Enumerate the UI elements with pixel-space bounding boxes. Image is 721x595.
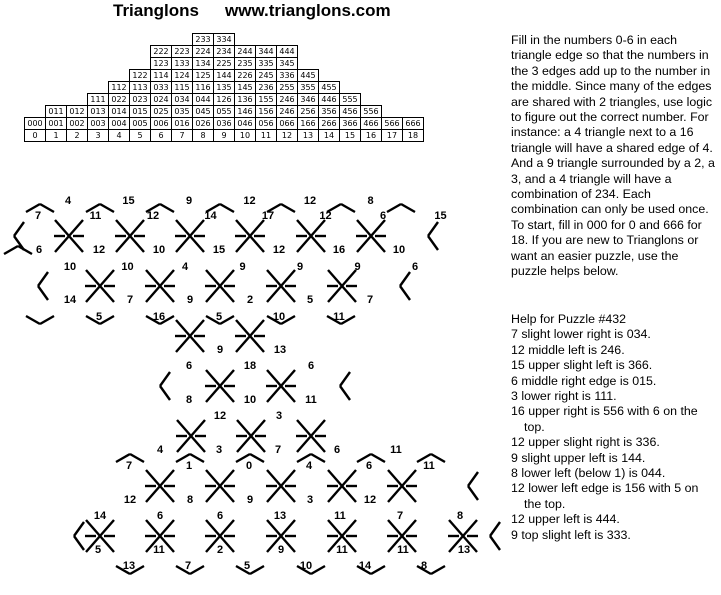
combo-cell: 035: [172, 106, 193, 118]
triangle-number: 6: [35, 244, 43, 256]
triangle-number: 9: [186, 294, 194, 306]
triangle-number: 7: [396, 510, 404, 522]
sum-cell: 13: [298, 130, 319, 142]
combo-cell: 116: [193, 82, 214, 94]
combo-cell: 023: [130, 94, 151, 106]
help-item: 16 upper right is 556 with 6 on the top.: [511, 404, 698, 434]
combo-cell: 334: [214, 34, 235, 46]
combo-cell: 366: [340, 118, 361, 130]
triangle-number: 5: [306, 294, 314, 306]
combo-cell: 034: [172, 94, 193, 106]
combo-cell: 225: [214, 58, 235, 70]
combo-cell: 224: [193, 46, 214, 58]
triangle-edge: [26, 316, 40, 324]
combo-cell: 455: [319, 82, 340, 94]
triangle-number: 4: [156, 444, 164, 456]
combo-cell: 245: [256, 70, 277, 82]
triangle-number: 8: [420, 560, 428, 572]
triangle-number: 18: [243, 360, 257, 372]
triangle-edge: [250, 454, 264, 462]
triangle-number: 14: [93, 510, 107, 522]
combo-cell: 111: [88, 94, 109, 106]
triangle-number: 4: [305, 460, 313, 472]
sum-cell: 10: [235, 130, 256, 142]
triangle-number: 8: [185, 394, 193, 406]
triangle-number: 10: [392, 244, 406, 256]
triangle-number: 13: [122, 560, 136, 572]
combo-cell: 002: [67, 118, 88, 130]
triangle-number: 13: [273, 344, 287, 356]
combo-cell: 025: [151, 106, 172, 118]
triangle-number: 12: [92, 244, 106, 256]
combo-cell: 246: [277, 106, 298, 118]
triangle-edge: [100, 204, 114, 212]
triangle-number: 8: [186, 494, 194, 506]
triangle-number: 15: [212, 244, 226, 256]
combo-cell: 033: [151, 82, 172, 94]
sum-cell: 7: [172, 130, 193, 142]
sum-cell: 16: [361, 130, 382, 142]
combo-cell: 135: [214, 82, 235, 94]
combo-cell: 124: [172, 70, 193, 82]
triangle-number: 4: [64, 195, 72, 207]
help-item: 12 lower left edge is 156 with 5 on the top.: [511, 481, 699, 511]
combo-cell: 266: [319, 118, 340, 130]
triangle-edge: [190, 566, 204, 574]
triangle-number: 17: [261, 210, 275, 222]
combo-cell: 344: [256, 46, 277, 58]
triangle-number: 12: [363, 494, 377, 506]
combo-cell: 155: [256, 94, 277, 106]
combo-cell: 555: [340, 94, 361, 106]
triangle-number: 15: [122, 195, 135, 207]
sum-cell: 2: [67, 130, 88, 142]
combo-cell: 466: [361, 118, 382, 130]
combo-cell: 026: [193, 118, 214, 130]
sum-cell: 5: [130, 130, 151, 142]
combo-cell: 145: [235, 82, 256, 94]
triangle-number: 12: [123, 494, 137, 506]
triangle-edge: [160, 204, 174, 212]
triangle-number: 9: [277, 544, 285, 556]
triangle-number: 0: [245, 460, 253, 472]
instructions-text: Fill in the numbers 0-6 in each triangle edge so that the numbers in the 3 edges add up to the number in the middle. Since many of the edges are shared with 2 triangles, use logic to figure out the correct number. For instance: a 4 triangle next to a 16 triangle will have a shared edge of 4. And a 9 triangle surrounded by a 2, a 3, and a 4 triangle will have a combination of 234. Each combination can only be used once. To start, fill in 000 for 0 and 666 for 18. If you are new to Trianglons or want an easier puzzle, use the puzzle helps below.: [511, 33, 715, 279]
triangle-number: 12: [213, 410, 227, 422]
help-item: 3 lower right is 111.: [511, 389, 617, 404]
site-title: Trianglons: [113, 1, 199, 20]
sum-cell: 4: [109, 130, 130, 142]
combo-cell: 255: [277, 82, 298, 94]
help-heading: Help for Puzzle #432: [511, 312, 627, 326]
triangle-number: 7: [274, 444, 282, 456]
triangle-edge: [190, 454, 204, 462]
sum-cell: 12: [277, 130, 298, 142]
sum-cell: 18: [403, 130, 424, 142]
triangle-number: 10: [152, 244, 166, 256]
triangle-number: 11: [333, 311, 345, 323]
combo-cell: 133: [172, 58, 193, 70]
triangle-number: 7: [34, 210, 42, 222]
triangle-edge: [74, 522, 84, 536]
triangle-edge: [100, 316, 114, 324]
combo-cell: 444: [277, 46, 298, 58]
triangle-number: 4: [181, 261, 189, 273]
combo-cell: 014: [109, 106, 130, 118]
triangle-number: 11: [397, 544, 409, 556]
combo-cell: 235: [235, 58, 256, 70]
combo-cell: 222: [151, 46, 172, 58]
triangle-number: 16: [152, 311, 166, 323]
triangle-edge: [371, 566, 385, 574]
triangle-number: 9: [216, 344, 224, 356]
triangle-edge: [468, 472, 478, 486]
triangle-edge: [311, 566, 325, 574]
combo-cell: 335: [256, 58, 277, 70]
combo-cell: 066: [277, 118, 298, 130]
combo-cell: 000: [25, 118, 46, 130]
triangle-number: 10: [299, 560, 313, 572]
triangle-edge: [281, 204, 295, 212]
triangle-edge: [40, 316, 54, 324]
sum-cell: 15: [340, 130, 361, 142]
triangle-number: 7: [125, 460, 133, 472]
combo-cell: 346: [298, 94, 319, 106]
combo-cell: 236: [256, 82, 277, 94]
help-item: 15 upper slight left is 366.: [511, 358, 653, 373]
help-item: 6 middle right edge is 015.: [511, 373, 657, 388]
triangle-edge: [220, 316, 234, 324]
combo-cell: 345: [277, 58, 298, 70]
triangle-edge: [160, 386, 170, 400]
triangle-number: 3: [275, 410, 283, 422]
combo-cell: 046: [235, 118, 256, 130]
triangle-number: 13: [273, 510, 287, 522]
triangle-edge: [490, 522, 500, 536]
triangle-number: 11: [89, 210, 102, 222]
triangle-number: 11: [423, 460, 435, 472]
help-item: 9 top slight left is 333.: [511, 527, 631, 542]
triangle-number: 12: [243, 195, 256, 207]
sum-cell: 0: [25, 130, 46, 142]
triangle-number: 9: [239, 261, 246, 273]
combo-cell: 055: [214, 106, 235, 118]
triangle-number: 11: [334, 510, 346, 522]
combo-cell: 244: [235, 46, 256, 58]
triangle-number: 5: [95, 311, 103, 323]
triangle-number: 12: [319, 210, 332, 222]
triangle-number: 12: [146, 210, 160, 222]
triangle-number: 15: [434, 210, 447, 222]
triangle-edge: [130, 454, 144, 462]
combo-cell: 256: [298, 106, 319, 118]
combo-cell: 024: [151, 94, 172, 106]
triangle-edge: [401, 204, 415, 212]
triangle-number: 3: [306, 494, 314, 506]
triangle-edge: [371, 454, 385, 462]
triangle-number: 3: [215, 444, 223, 456]
triangle-number: 8: [456, 510, 464, 522]
combo-cell: 144: [214, 70, 235, 82]
combo-cell: 125: [193, 70, 214, 82]
sum-cell: 6: [151, 130, 172, 142]
combo-cell: 013: [88, 106, 109, 118]
triangle-edge: [4, 246, 18, 254]
triangle-edge: [38, 272, 48, 286]
sum-cell: 11: [256, 130, 277, 142]
triangle-number: 6: [216, 510, 224, 522]
triangle-edge: [250, 566, 264, 574]
triangle-number: 2: [246, 294, 254, 306]
triangle-number: 5: [243, 560, 251, 572]
combo-cell: 022: [109, 94, 130, 106]
help-item: 7 slight lower right is 034.: [511, 327, 651, 342]
triangle-number: 7: [126, 294, 134, 306]
triangle-edge: [387, 204, 401, 212]
triangle-number: 14: [358, 560, 372, 572]
combo-cell: 456: [340, 106, 361, 118]
combo-cell: 156: [256, 106, 277, 118]
triangle-edge: [74, 536, 84, 550]
combo-cell: 015: [130, 106, 151, 118]
triangle-number: 6: [365, 460, 373, 472]
combo-cell: 122: [130, 70, 151, 82]
combo-cell: 114: [151, 70, 172, 82]
triangle-number: 6: [333, 444, 341, 456]
combo-cell: 166: [298, 118, 319, 130]
combo-cell: 112: [109, 82, 130, 94]
help-item: 9 slight upper left is 144.: [511, 450, 646, 465]
combo-cell: 123: [151, 58, 172, 70]
combo-cell: 001: [46, 118, 67, 130]
triangle-edge: [468, 486, 478, 500]
triangle-number: 5: [94, 544, 102, 556]
triangle-number: 13: [457, 544, 471, 556]
combo-cell: 036: [214, 118, 235, 130]
site-url[interactable]: www.trianglons.com: [225, 1, 391, 20]
triangle-number: 10: [63, 261, 77, 273]
combo-cell: 113: [130, 82, 151, 94]
combo-cell: 336: [277, 70, 298, 82]
combo-cell: 136: [235, 94, 256, 106]
triangle-edge: [18, 246, 32, 254]
help-item: 12 upper slight right is 336.: [511, 435, 660, 450]
triangle-edge: [220, 204, 234, 212]
triangle-number: 2: [216, 544, 224, 556]
triangle-number: 6: [185, 360, 193, 372]
sum-cell: 17: [382, 130, 403, 142]
combo-cell: 356: [319, 106, 340, 118]
triangle-edge: [40, 204, 54, 212]
help-item: 12 middle left is 246.: [511, 342, 625, 357]
help-item: 8 lower left (below 1) is 044.: [511, 466, 666, 481]
sum-cell: 9: [214, 130, 235, 142]
combo-cell: 226: [235, 70, 256, 82]
triangle-edge: [400, 272, 410, 286]
combo-cell: 126: [214, 94, 235, 106]
triangle-edge: [38, 286, 48, 300]
combo-cell: 223: [172, 46, 193, 58]
triangle-number: 6: [156, 510, 164, 522]
triangle-edge: [160, 372, 170, 386]
triangle-number: 6: [411, 261, 419, 273]
triangle-number: 10: [272, 311, 286, 323]
combo-cell: 115: [172, 82, 193, 94]
triangle-edge: [428, 222, 438, 236]
triangle-edge: [340, 372, 350, 386]
combo-cell: 556: [361, 106, 382, 118]
combo-cell: 004: [109, 118, 130, 130]
combo-cell: 146: [235, 106, 256, 118]
triangle-number: 7: [366, 294, 374, 306]
combo-cell: 246: [277, 94, 298, 106]
triangle-number: 11: [390, 444, 402, 456]
triangle-number: 11: [336, 544, 348, 556]
combo-cell: 005: [130, 118, 151, 130]
triangle-edge: [400, 286, 410, 300]
triangle-edge: [340, 386, 350, 400]
triangle-number: 9: [354, 261, 361, 273]
combo-cell: 134: [193, 58, 214, 70]
triangle-number: 9: [246, 494, 254, 506]
combo-cell: 666: [403, 118, 424, 130]
combo-cell: 044: [193, 94, 214, 106]
triangle-number: 12: [303, 195, 317, 207]
triangle-number: 1: [185, 460, 193, 472]
triangle-number: 6: [379, 210, 387, 222]
combo-cell: 445: [298, 70, 319, 82]
help-item: 12 upper left is 444.: [511, 512, 620, 527]
triangle-number: 9: [296, 261, 304, 273]
triangle-edge: [490, 536, 500, 550]
triangle-number: 10: [243, 394, 257, 406]
combo-cell: 233: [193, 34, 214, 46]
triangle-number: 14: [204, 210, 217, 222]
combo-cell: 006: [151, 118, 172, 130]
triangle-edge: [311, 454, 325, 462]
triangle-number: 10: [121, 261, 134, 273]
triangle-number: 7: [184, 560, 192, 572]
triangle-number: 5: [215, 311, 223, 323]
combo-cell: 016: [172, 118, 193, 130]
combo-cell: 446: [319, 94, 340, 106]
sum-cell: 1: [46, 130, 67, 142]
triangle-number: 11: [153, 544, 165, 556]
triangle-number: 11: [305, 394, 317, 406]
combo-cell: 234: [214, 46, 235, 58]
triangle-edge: [428, 236, 438, 250]
triangle-number: 6: [307, 360, 315, 372]
combo-cell: 012: [67, 106, 88, 118]
sum-cell: 8: [193, 130, 214, 142]
combo-cell: 011: [46, 106, 67, 118]
triangle-number: 8: [367, 195, 374, 207]
triangle-number: 16: [332, 244, 346, 256]
triangle-number: 14: [63, 294, 77, 306]
combo-cell: 045: [193, 106, 214, 118]
combo-cell: 566: [382, 118, 403, 130]
triangle-number: 12: [272, 244, 286, 256]
triangle-number: 9: [185, 195, 193, 207]
triangle-edge: [341, 204, 355, 212]
combo-cell: 056: [256, 118, 277, 130]
sum-cell: 3: [88, 130, 109, 142]
sum-cell: 14: [319, 130, 340, 142]
triangle-edge: [431, 566, 445, 574]
combo-cell: 355: [298, 82, 319, 94]
triangle-edge: [14, 222, 24, 236]
combo-cell: 003: [88, 118, 109, 130]
